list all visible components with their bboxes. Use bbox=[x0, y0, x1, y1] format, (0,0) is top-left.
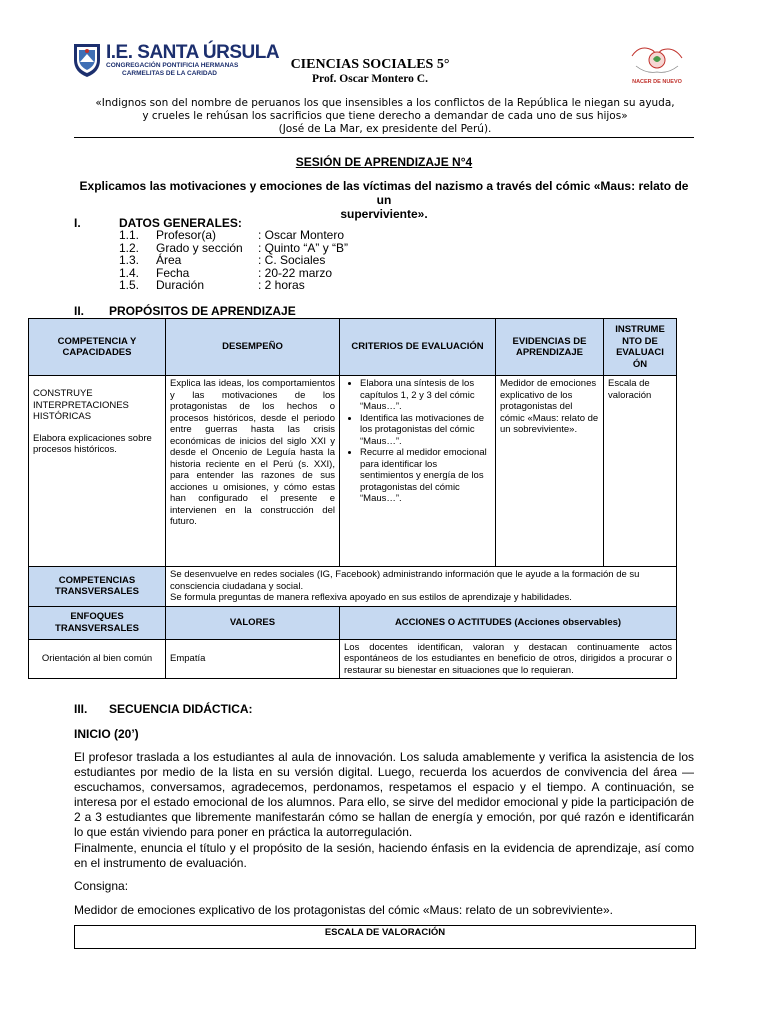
performance-cell: Explica las ideas, los comportamientos y las motivaciones de los protagonistas de los hechos o procesos históricos, desde el periodo entre guerras hasta las crisis económicas de inicios del siglo XXI y desde el Oncenio de Leguía hasta la historia reciente en el Perú (s. XXI), para entender las razones de sus acciones u omisiones, y cómo estas han configurado el presente e intervienen en la construcción del futuro. bbox=[166, 376, 340, 567]
approach-row bbox=[29, 639, 677, 679]
transversal-cell bbox=[166, 567, 677, 607]
competence-name: CONSTRUYE INTERPRETACIONES HISTÓRICAS bbox=[33, 388, 129, 422]
nacer-de-nuevo-label: NACER DE NUEVO bbox=[632, 79, 682, 85]
nacer-de-nuevo-logo bbox=[626, 36, 688, 86]
hands-heart-icon bbox=[626, 36, 688, 80]
header-instrument: INSTRUME NTO DE EVALUACI ÓN bbox=[604, 319, 677, 376]
criteria-item: • Identifica las motivaciones de los protagonistas del cómic “Maus…”. bbox=[360, 413, 491, 448]
values-label: VALORES bbox=[166, 606, 340, 639]
approach-cell: Orientación al bien común bbox=[29, 639, 166, 679]
header-performance: DESEMPEÑO bbox=[166, 319, 340, 376]
transversal-label: COMPETENCIAS TRANSVERSALES bbox=[29, 567, 166, 607]
header-divider bbox=[74, 137, 694, 138]
header-evidence: EVIDENCIAS DE APRENDIZAJE bbox=[496, 319, 604, 376]
paragraph-1: El profesor traslada a los estudiantes al aula de innovación. Los saluda amablemente y verifica la asistencia de los estudiantes por medio de la lista en su versión digital. Luego, recuerda los acuerdos de convivencia del área — escuchamos, conversamos, agradecemos, perdonamos, respetamos el espacio y el tiempo. A continuación, se interesa por el estado emocional de los alumnos. Para ello, se sirve del medidor emocional y pide la participación de 2 a 3 estudiantes que libremente manifestarán cómo se hallan de energía y emoción, por qué razón e identificarán lo que están viviendo para poner en práctica la autorregulación. bbox=[74, 750, 694, 839]
actions-label: ACCIONES O ACTITUDES (Acciones observables) bbox=[340, 606, 677, 639]
general-row-label: Área bbox=[156, 253, 182, 267]
school-subtitle-1: CONGREGACIÓN PONTIFICIA HERMANAS bbox=[106, 62, 239, 69]
general-row-label: Profesor(a) bbox=[156, 228, 217, 242]
session-number: SESIÓN DE APRENDIZAJE N°4 bbox=[295, 155, 473, 169]
general-row-num: 1.2. bbox=[119, 240, 140, 255]
transversal-item: Se formula preguntas de manera reflexiva apoyado en sus estilos de aprendizaje y habilidades. bbox=[170, 592, 572, 603]
general-row-value: : 20-22 marzo bbox=[258, 265, 333, 280]
general-row-value: : C. Sociales bbox=[258, 253, 326, 267]
paragraph-3: Medidor de emociones explicativo de los protagonistas del cómic «Maus: relato de un sobreviviente». bbox=[74, 903, 613, 917]
lesson-title-line-1: Explicamos las motivaciones y emociones de las víctimas del nazismo a través del cómic «Maus: relato de un bbox=[79, 179, 689, 207]
course-professor: Prof. Oscar Montero C. bbox=[312, 73, 428, 85]
general-row-label: Fecha bbox=[156, 265, 190, 280]
value-cell: Empatía bbox=[166, 639, 340, 679]
scale-table bbox=[74, 925, 696, 949]
instrument-cell: Escala de valoración bbox=[604, 376, 677, 567]
school-subtitle-2: CARMELITAS DE LA CARIDAD bbox=[122, 70, 217, 77]
school-shield-icon bbox=[72, 42, 102, 78]
approach-label: ENFOQUES TRANSVERSALES bbox=[29, 606, 166, 639]
school-name: I.E. SANTA ÚRSULA bbox=[106, 42, 280, 63]
approach-header-row bbox=[29, 606, 677, 639]
table-row bbox=[29, 376, 677, 567]
capacity-text: Elabora explicaciones sobre procesos históricos. bbox=[33, 432, 152, 455]
criteria-item: • Elabora una síntesis de los capítulos 1, 2 y 3 del cómic “Maus…”. bbox=[360, 378, 491, 413]
quote-attribution: (José de La Mar, ex presidente del Perú). bbox=[278, 123, 492, 135]
transversal-row bbox=[29, 567, 677, 607]
general-row-label: Duración bbox=[156, 278, 205, 292]
course-title: CIENCIAS SOCIALES 5° bbox=[290, 57, 450, 72]
section-1-heading: DATOS GENERALES: bbox=[119, 216, 242, 230]
school-logo bbox=[72, 42, 280, 80]
lesson-title-line-2: superviviente». bbox=[340, 207, 428, 221]
section-1-number: I. bbox=[74, 216, 81, 230]
general-row-value: : Oscar Montero bbox=[258, 228, 345, 242]
competence-cell bbox=[29, 376, 166, 567]
general-row-value: : 2 horas bbox=[258, 278, 305, 292]
criteria-cell bbox=[340, 376, 496, 567]
general-row-num: 1.4. bbox=[119, 265, 140, 280]
general-row-num: 1.5. bbox=[119, 278, 140, 292]
transversal-item: Se desenvuelve en redes sociales (IG, Facebook) administrando información que le ayude a la formación de su consciencia ciudadana y social. bbox=[170, 569, 640, 592]
lesson-title bbox=[74, 179, 694, 221]
action-cell: Los docentes identifican, valoran y destacan continuamente actos espontáneos de los estudiantes en beneficio de otros, dirigidos a procurar o restaurar su bienestar en situaciones que lo requieran. bbox=[340, 639, 677, 679]
general-row-label: Grado y sección bbox=[156, 240, 243, 255]
header-competence: COMPETENCIA Y CAPACIDADES bbox=[29, 319, 166, 376]
quote-line-2: y crueles le rehúsan los sacrificios que tiene derecho a demandar de cada uno de sus hijos» bbox=[142, 110, 628, 122]
header-criteria: CRITERIOS DE EVALUACIÓN bbox=[340, 319, 496, 376]
scale-title: ESCALA DE VALORACIÓN bbox=[324, 927, 446, 938]
section-3-number: III. bbox=[74, 702, 88, 716]
table-header-row bbox=[29, 319, 677, 376]
section-3-heading: SECUENCIA DIDÁCTICA: bbox=[109, 702, 253, 716]
quote-block bbox=[60, 97, 710, 136]
section-2-heading: PROPÓSITOS DE APRENDIZAJE bbox=[109, 304, 296, 318]
paragraph-2: Finalmente, enuncia el título y el propósito de la sesión, haciendo énfasis en la evidencia de aprendizaje, así como en el instrumento de evaluación. bbox=[74, 841, 694, 870]
criteria-item: • Recurre al medidor emocional para identificar los sentimientos y energía de los protagonistas del cómic “Maus…”. bbox=[360, 447, 491, 505]
consigna-label: Consigna: bbox=[74, 879, 129, 893]
evidence-cell: Medidor de emociones explicativo de los protagonistas del cómic «Maus: relato de un sobreviviente». bbox=[496, 376, 604, 567]
quote-line-1: «Indignos son del nombre de peruanos los que insensibles a los conflictos de la República le niegan su ayuda, bbox=[95, 97, 675, 109]
general-row-value: : Quinto “A” y “B” bbox=[258, 240, 349, 255]
criteria-list bbox=[344, 378, 491, 505]
purposes-table bbox=[28, 318, 677, 679]
general-row-num: 1.1. bbox=[119, 228, 140, 242]
section-2-number: II. bbox=[74, 304, 85, 318]
general-row-num: 1.3. bbox=[119, 253, 140, 267]
start-heading: INICIO (20’) bbox=[74, 727, 139, 741]
